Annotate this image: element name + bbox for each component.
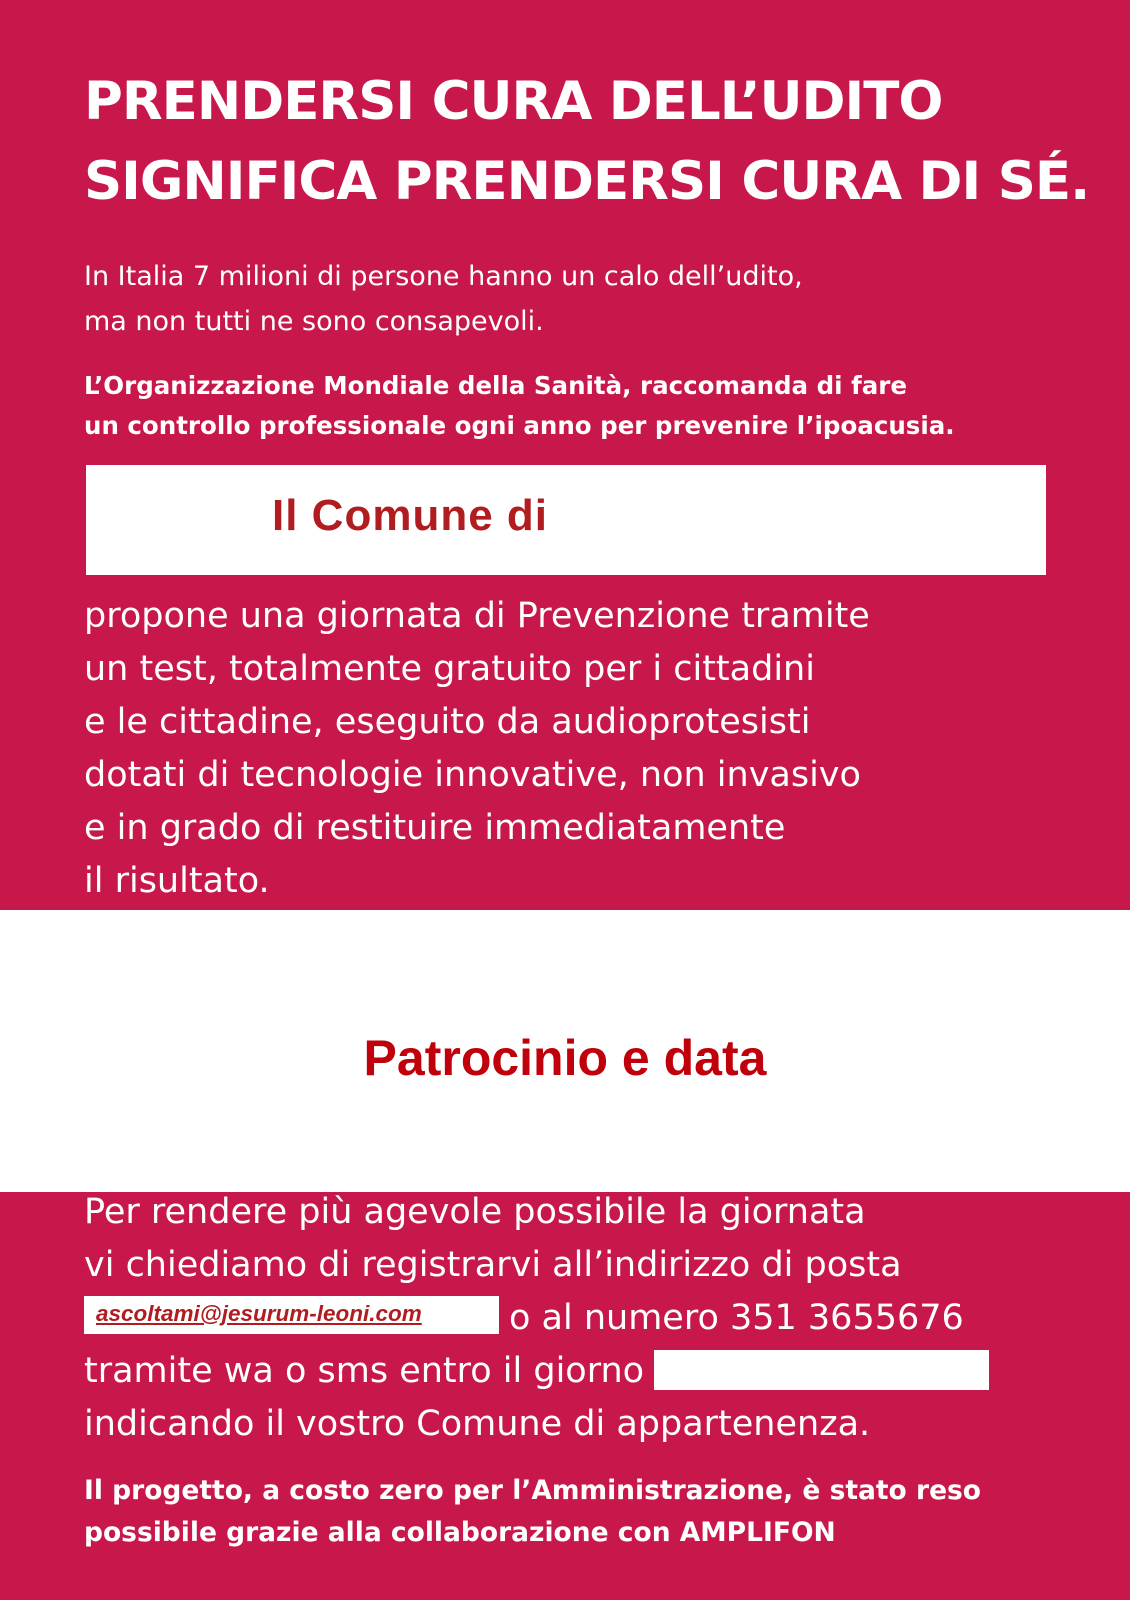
reg-line-3: [84, 1292, 1124, 1345]
footer-line-2: possibile grazie alla collaborazione con AMPLIFON: [84, 1517, 836, 1548]
body-line-6: il risultato.: [84, 861, 270, 901]
oms-recommendation: [84, 366, 1124, 446]
comune-label: Il Comune di: [272, 491, 548, 540]
headline-line-1: PRENDERSI CURA DELL’UDITO: [84, 71, 943, 132]
intro-line-2: ma non tutti ne sono consapevoli.: [84, 306, 544, 337]
deadline-text: tramite wa o sms entro il giorno: [84, 1351, 645, 1391]
body-line-5: e in grado di restituire immediatamente: [84, 808, 786, 848]
comune-name-box: [86, 465, 1046, 575]
reg-line-4: [84, 1345, 1124, 1398]
patrocinio-title: Patrocinio e data: [363, 1030, 767, 1086]
footer-note: [84, 1470, 1124, 1554]
intro-line-1: In Italia 7 milioni di persone hanno un calo dell’udito,: [84, 261, 803, 292]
footer-line-1: Il progetto, a costo zero per l’Amministrazione, è stato reso: [84, 1475, 982, 1506]
body-line-4: dotati di tecnologie innovative, non invasivo: [84, 755, 861, 795]
reg-line-2: vi chiediamo di registrarvi all’indirizzo di posta: [84, 1245, 902, 1285]
registration-paragraph: [84, 1186, 1124, 1451]
body-line-3: e le cittadine, eseguito da audioprotesisti: [84, 702, 811, 742]
deadline-date-box: [654, 1350, 989, 1390]
email-link[interactable]: ascoltami@jesurum-leoni.com: [96, 1301, 422, 1326]
body-line-2: un test, totalmente gratuito per i cittadini: [84, 649, 815, 689]
headline: [84, 62, 1124, 222]
phone-text: o al numero 351 3655676: [509, 1298, 964, 1338]
oms-line-1: L’Organizzazione Mondiale della Sanità, raccomanda di fare: [84, 371, 907, 400]
email-box: [84, 1296, 499, 1334]
oms-line-2: un controllo professionale ogni anno per prevenire l’ipoacusia.: [84, 411, 955, 440]
body-line-1: propone una giornata di Prevenzione tramite: [84, 596, 870, 636]
prevention-description: [84, 590, 1124, 908]
reg-line-1: Per rendere più agevole possibile la giornata: [84, 1192, 866, 1232]
headline-line-2: SIGNIFICA PRENDERSI CURA DI SÉ.: [84, 151, 1090, 212]
reg-line-5: indicando il vostro Comune di appartenenza.: [84, 1404, 871, 1444]
intro-paragraph: [84, 254, 1084, 344]
